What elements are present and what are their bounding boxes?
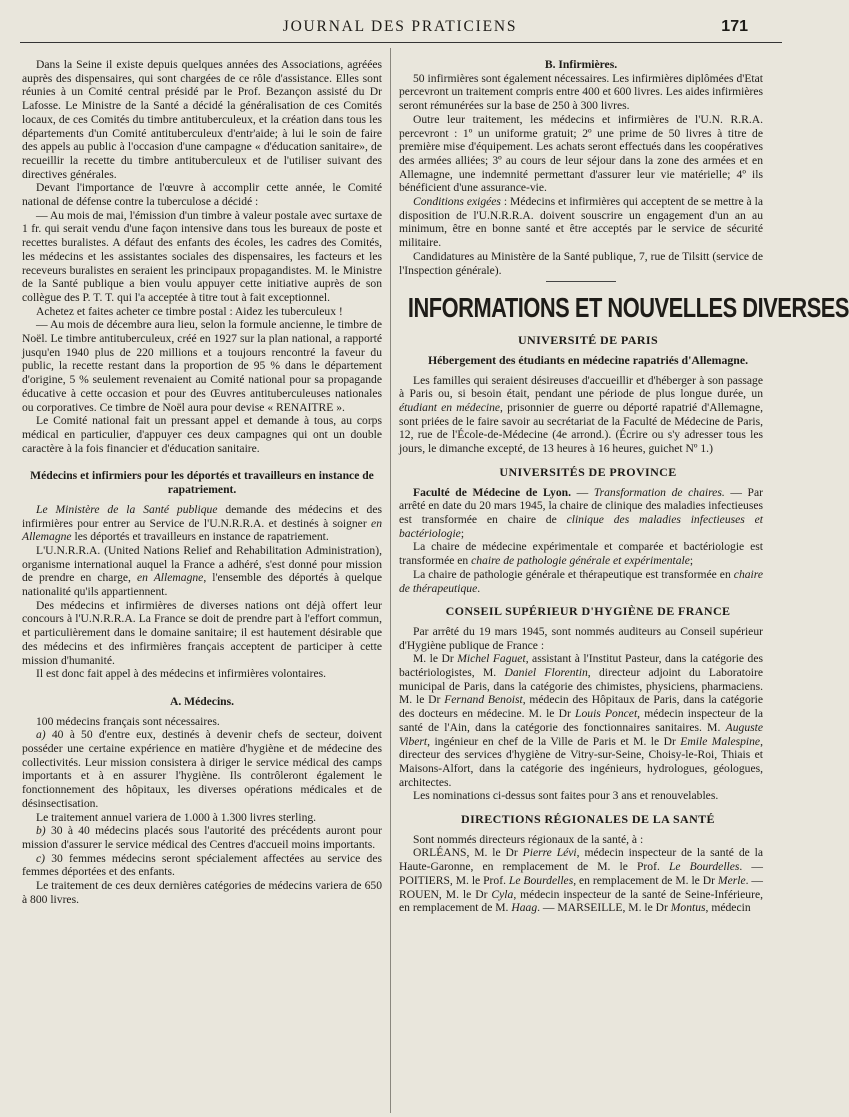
intro-paragraph-3: — Au mois de mai, l'émission d'un timbre à valeur postale avec surtaxe de 1 fr. qui serait vendu d'une façon intensive dans tous les bureaux de poste et recettes buralistes. A défaut des enfants des écoles, les cadres des Comités, les médecins et les assistantes sociales des dispensaires, les facteurs et les receveurs buralistes en seraient les principaux propagandistes. M. le Ministre de la Santé publique a bien voulu appuyer cette initiative auprès de son collègue des P. T. T. qui l'a acceptée à titre tout à fait exceptionnel. (22, 208, 382, 304)
intro-paragraph-2: Devant l'importance de l'œuvre à accomplir cette année, le Comité national de défense contre la tuberculose a décidé : (22, 181, 382, 209)
informations-heading: INFORMATIONS ET NOUVELLES DIVERSES (407, 292, 849, 324)
conseil-text-g: , directeur des services d'hygiène de Vitry-sur-Seine, Choisy-le-Roi, Thiais et Maisons-Alfort, dans la catégorie des ingénieurs, hydrologues, géologues, architectes. (399, 734, 763, 789)
name-florentin: Daniel Florentin (504, 666, 588, 680)
medecins-salary-a: Le traitement annuel variera de 1.000 à 1.300 livres sterling. (36, 810, 317, 824)
lyon-label: Faculté de Médecine de Lyon. (413, 485, 571, 499)
intro-paragraph-5: — Au mois de décembre aura lieu, selon la formule ancienne, le timbre de Noël. Le timbre antituberculeux, créé en 1927 sur la plan national, a rapporté jusqu'en 1940 plus de 220 millions et a toujours rencontré la faveur du public, la recette restant dans la proportion de 95 % dans le département d'origine, 5 % seulement revenaient au Comité national pour sa propagande éducative à cette occasion et pour des Œuvres antituberculeuses nationales ou corporatives. Ce timbre de Noël aura pour devise « RENAITRE ». (22, 318, 382, 414)
name-levi: Pierre Lévi (522, 846, 577, 860)
conseil-text-e: , médecin inspecteur de la santé de l'Ain, dans la catégorie des fonctionnaires sanitaires. M. (399, 707, 763, 734)
right-column (399, 58, 849, 915)
lyon-p3-text-a: La chaire de pathologie générale et thérapeutique est transformée en (413, 567, 734, 581)
name-faguet: Michel Faguet (457, 652, 526, 666)
journal-title: JOURNAL DES PRATICIENS (282, 18, 518, 35)
conseil-text-f: , ingénieur en chef de la Ville de Paris et M. le Dr (427, 734, 681, 748)
ministere-emphasis: Le Ministère de la Santé publique (36, 502, 218, 516)
conseil-text-b: , assistant à l'Institut Pasteur, dans la catégorie des bactériologistes, M. (399, 652, 763, 680)
lyon-p2-text-a: La chaire de médecine expérimentale et comparée et bactériologie est transformée en (399, 540, 763, 568)
lyon-p3-emphasis: chaire de thérapeutique (399, 567, 763, 595)
universites-province-heading: UNIVERSITÉS DE PROVINCE (499, 464, 677, 479)
item-a-text: 40 à 50 d'entre eux, destinés à devenir chefs de secteur, doivent posséder une certaine expérience en matière d'hygiène et de médecine des collectivités. Leur mission consistera à diriger le service médical des camps importants et à en assurer l'hygiène. Ils contrôleront également le fonctionnement des hôpitaux, les diverses opérations médicales et de désinsectisation. (22, 728, 382, 810)
lyon-paragraph-1 (399, 486, 763, 541)
universite-paris-paragraph (399, 374, 763, 456)
conditions-text: : Médecins et infirmières qui acceptent de se mettre à la disposition de l'U.N.R.R.A. doivent souscrire un engagement d'un an au minimum, être en bonne santé et être acceptés par le service de sécurité militaire. (399, 195, 763, 250)
medecins-item-a (22, 728, 382, 810)
allemagne-emphasis: en Allemagne (22, 516, 382, 544)
directions-text-a: ORLÉANS, M. le Dr (413, 846, 523, 860)
lyon-chaire-emphasis: clinique des maladies infectieuses et bactériologie (399, 512, 763, 540)
directions-paragraph-1: Sont nommés directeurs régionaux de la santé, à : (413, 832, 644, 846)
item-letter-b: b) (36, 824, 46, 838)
medecins-salary-c: Le traitement de ces deux dernières catégories de médecins variera de 650 à 800 livres. (22, 879, 382, 906)
conseil-text-c: , directeur adjoint du Laboratoire municipal de Paris, dans la catégorie des chimistes, physiciens, pharmaciens. M. le Dr (399, 666, 763, 707)
lyon-p2-emphasis: chaire de pathologie générale et expérimentale (471, 554, 690, 568)
etudiant-emphasis: étudiant en médecine (399, 401, 501, 415)
directions-regionales-heading: DIRECTIONS RÉGIONALES DE LA SANTÉ (461, 812, 715, 827)
name-le-bourdelles: Le Bourdelles (668, 860, 740, 874)
conseil-text-a: M. le Dr (413, 652, 458, 666)
conseil-paragraph-2 (399, 652, 763, 789)
header-rule (20, 42, 782, 43)
allemagne-emphasis-2: en Allemagne (136, 571, 204, 585)
name-malespine: Emile Malespine (680, 734, 761, 748)
directions-text-f: , médecin inspecteur de la santé de Seine-Inférieure, en remplacement de M. (399, 887, 763, 915)
intro-paragraph-6: Le Comité national fait un pressant appel et demande à tous, au corps médical en particulier, d'appuyer ces deux campagnes qui ont un double caractère à la fois financier et d'éducation sanitaire. (22, 414, 382, 455)
lyon-p3-text-b: . (477, 581, 481, 595)
directions-text-c: . — POITIERS, M. le Prof. (399, 860, 763, 887)
deportes-p2-text-b: , l'ensemble des déportés à quelque nationalité qu'ils appartiennent. (22, 571, 382, 599)
universite-paris-subheading: Hébergement des étudiants en médecine rapatriés d'Allemagne. (427, 352, 749, 367)
name-poncet: Louis Poncet (575, 707, 638, 721)
universite-paris-heading: UNIVERSITÉ DE PARIS (517, 333, 659, 348)
deportes-heading: Médecins et infirmiers pour les déportés et travailleurs en instance de rapatriement. (30, 469, 374, 497)
intro-paragraph-4: Achetez et faites acheter ce timbre postal : Aidez les tuberculeux ! (36, 304, 343, 318)
lyon-paragraph-2 (399, 540, 763, 567)
lyon-text-a: — Par arrêté en date du 20 mars 1945, la chaire de clinique des maladies infectieuses est transformée en chaire de (399, 485, 763, 526)
deportes-paragraph-2 (22, 544, 382, 599)
directions-text-d: , en remplacement de M. le Dr (573, 873, 718, 887)
univ-paris-text-b: , prisonnier de guerre ou déporté rapatrié d'Allemagne, sont priées de le faire savoir au secrétariat de la Faculté de Médecine de Paris, 12, rue de l'École-de-Médecine (4e arrond.). (Écrire ou s'y adresser tous les jours, le dimanche excepté, de 13 heures à 16 heures, guichet Nº 1.) (399, 401, 763, 456)
column-divider (390, 48, 391, 1113)
intro-paragraph-1: Dans la Seine il existe depuis quelques années des Associations, agréées auprès des dispensaires, qui sont chargées de ce rôle d'assistance. Elles sont réunies à un Comité central présidé par le Prof. Bezançon assisté du Dr Lafosse. Le Ministre de la Santé a décidé la généralisation de ces Comités locaux, de ces Comités du timbre antituberculeux, et la création dans tous les départements d'un Comité antituberculeux d'entr'aide; à lui le soin de faire des appels au public à l'occasion d'une campagne « d'éducation sanitaire», de recueillir la recette du timbre antituberculeux et de l'utiliser suivant des directives générales. (22, 58, 382, 181)
conseil-superieur-heading: CONSEIL SUPÉRIEUR D'HYGIÈNE DE FRANCE (445, 604, 731, 619)
item-b-text: 30 à 40 médecins placés sous l'autorité des précédents auront pour mission d'assurer le service médical des Centres d'accueil moins importants. (22, 824, 382, 851)
conditions-label: Conditions exigées (413, 195, 501, 209)
directions-text-b: , médecin inspecteur de la santé de la Haute-Garonne, en remplacement de M. le Prof. (399, 846, 763, 874)
deportes-paragraph-1 (22, 503, 382, 544)
directions-text-g: . — MARSEILLE, M. le Dr (537, 901, 671, 915)
infirmieres-heading: B. Infirmières. (544, 58, 618, 71)
deportes-p1-text-b: les déportés et travailleurs en instance de rapatriement. (71, 530, 329, 544)
name-cyla: Cyla (491, 887, 514, 901)
transformation-emphasis: Transformation de chaires. (593, 485, 725, 499)
deportes-paragraph-3: Des médecins et infirmières de diverses nations ont déjà offert leur concours à l'U.N.R.R.A. La France se doit de prendre part à l'effort commun, et particulièrement dans le domaine sanitaire; il est hautement désirable que des médecins et des infirmières français acceptent de participer à cette mission d'humanité. (22, 598, 382, 667)
univ-paris-text-a: Les familles qui seraient désireuses d'accueillir et d'héberger à son passage à Paris ou, si besoin était, pendant une période de plus longue durée, un (399, 373, 763, 401)
medecins-paragraph-1: 100 médecins français sont nécessaires. (36, 714, 220, 728)
directions-text-e: . — ROUEN, M. le Dr (399, 873, 764, 901)
medecins-item-b (22, 824, 382, 851)
lyon-paragraph-3 (399, 568, 763, 595)
name-le-bourdelles-2: Le Bourdelles (508, 873, 574, 887)
conseil-paragraph-1: Par arrêté du 19 mars 1945, sont nommés auditeurs au Conseil supérieur d'Hygiène publique de France : (399, 624, 763, 652)
section-rule (546, 281, 616, 282)
lyon-dash: — (571, 485, 594, 499)
directions-paragraph-2 (399, 846, 763, 915)
medecins-item-c (22, 852, 382, 879)
candidatures-paragraph: Candidatures au Ministère de la Santé publique, 7, rue de Tilsitt (service de l'Inspection générale). (399, 249, 763, 277)
infirmieres-paragraph-1: 50 infirmières sont également nécessaires. Les infirmières diplômées d'Etat percevront un traitement compris entre 400 et 600 livres. Les aides infirmières seront rémunérées sur la base de 250 à 300 livres. (399, 71, 763, 113)
item-c-text: 30 femmes médecins seront spécialement affectées au service des femmes déportées et des enfants. (22, 851, 382, 879)
name-haag: Haag (511, 901, 538, 915)
conseil-text-d: , médecin des Hôpitaux de Paris, dans la catégorie des docteurs en médecine. M. le Dr (399, 693, 763, 721)
medecins-heading: A. Médecins. (169, 694, 235, 708)
name-merle: Merle (717, 873, 746, 887)
conditions-paragraph (399, 195, 763, 250)
deportes-p1-text-a: demande des médecins et des infirmières pour entrer au Service de l'U.N.R.R.A. et destinés à soigner (22, 502, 382, 530)
deportes-p2-text-a: L'U.N.R.R.A. (United Nations Relief and Rehabilitation Administration), organisme international auquel la France a adhéré, s'est donné pour mission de prendre en charge, (22, 543, 382, 585)
directions-text-h: , médecin (705, 901, 751, 915)
deportes-paragraph-4: Il est donc fait appel à des médecins et infirmières volontaires. (36, 667, 327, 681)
conseil-paragraph-3: Les nominations ci-dessus sont faites pour 3 ans et renouvelables. (413, 789, 719, 803)
lyon-text-b: ; (460, 526, 465, 540)
infirmieres-paragraph-2: Outre leur traitement, les médecins et infirmières de l'U.N. R.R.A. percevront : 1º un uniforme gratuit; 2º une prime de 50 livres à titre de première mise d'équipement. Les achats seront effectués dans les coopératives des armées alliées; 3º au cours de leur séjour dans la zone des armées et en Allemagne, une indemnité permettant d'assurer leur vie matérielle; 4º ils bénéficient d'une assurance-vie. (399, 112, 763, 195)
item-letter-c: c) (36, 851, 46, 865)
left-column (22, 58, 382, 906)
name-vibert: Auguste Vibert (399, 720, 763, 748)
item-letter-a: a) (36, 728, 46, 742)
page-number: 171 (721, 18, 748, 35)
name-montus: Montus (670, 901, 706, 915)
name-benoist: Fernand Benoist (444, 693, 523, 707)
lyon-p2-text-b: ; (689, 554, 694, 568)
